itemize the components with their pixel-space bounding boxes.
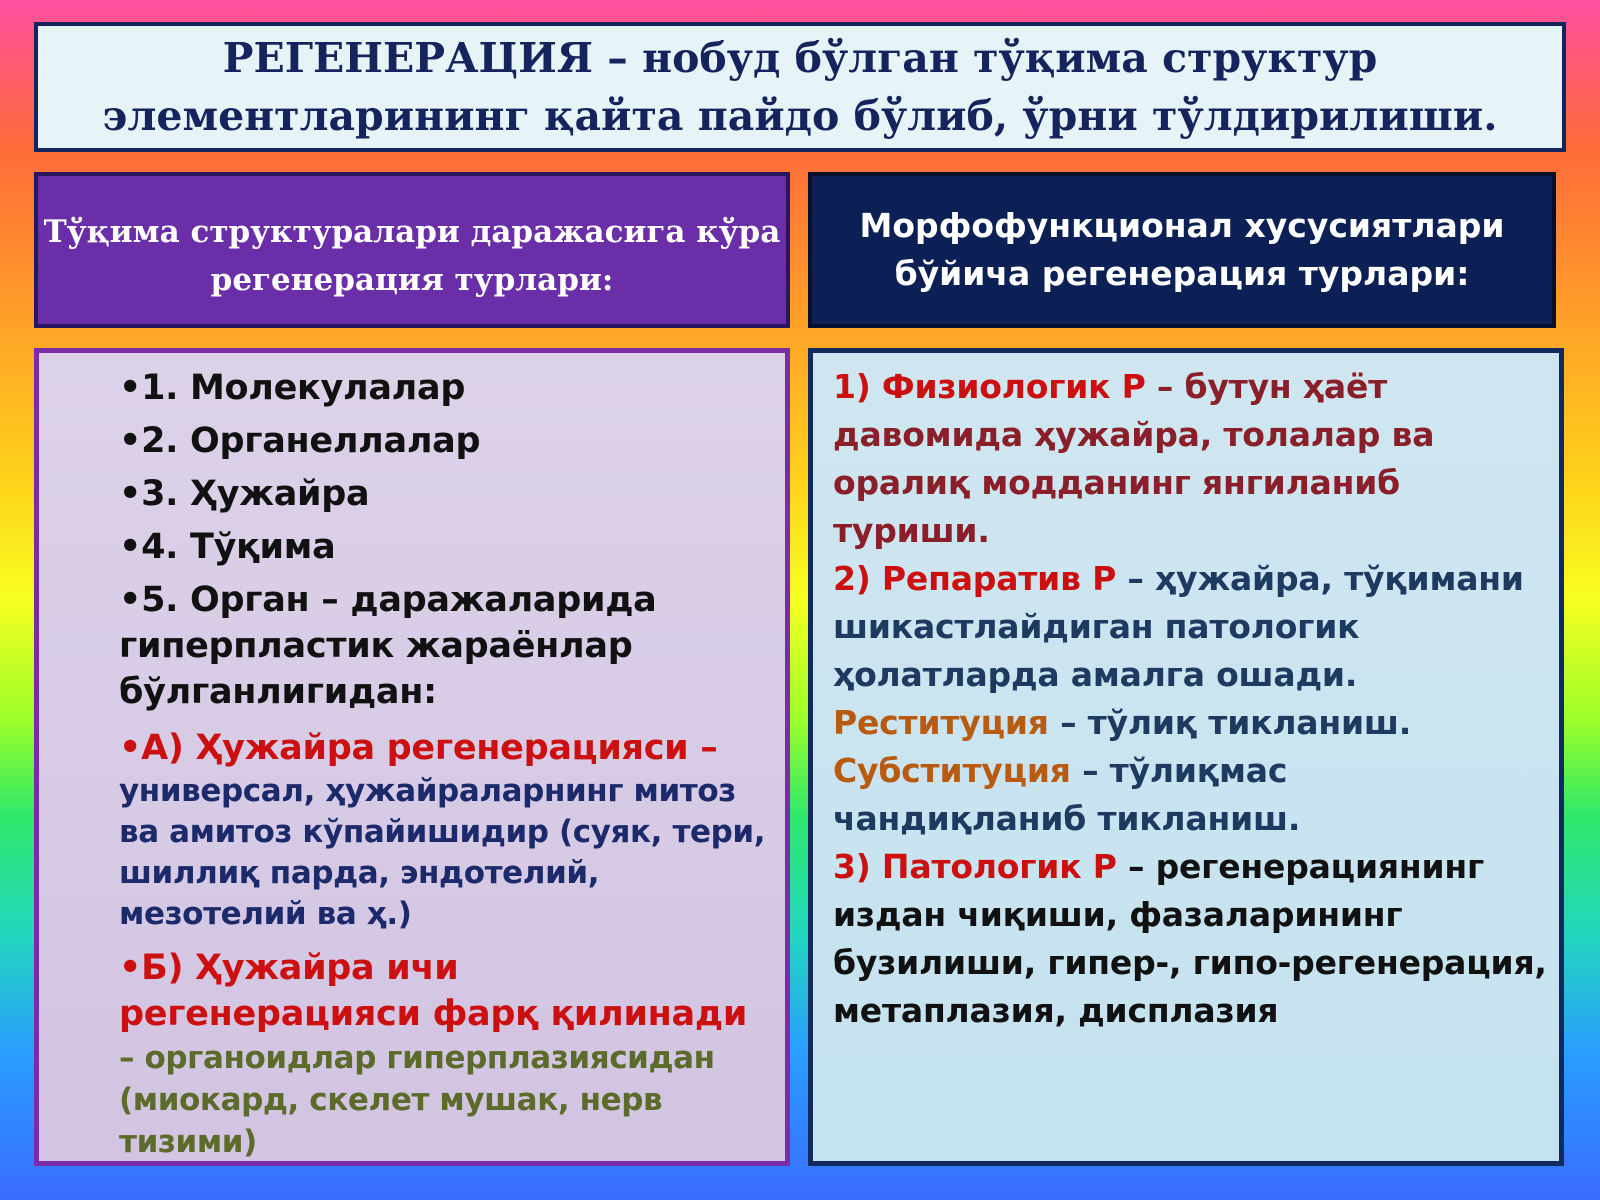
intracellular-regeneration-text: – органоидлар гиперплазиясидан (миокард, скелет мушак, нерв тизими)	[119, 1040, 715, 1160]
physiological-item	[833, 363, 1549, 555]
list-item: •4. Тўқима	[119, 527, 336, 567]
right-content-panel	[808, 348, 1564, 1166]
substitution-text: – тўлиқмас чандиқланиб тикланиш.	[833, 751, 1301, 838]
physiological-text: – бутун ҳаёт давомида ҳужайра, толалар ва оралиқ модданинг янгиланиб туриши.	[833, 367, 1435, 550]
left-content-panel	[34, 348, 790, 1166]
intracellular-regeneration-heading: •Б) Ҳужайра ичи регенерацияси фарқ қилинади	[119, 948, 748, 1034]
physiological-heading: 1) Физиологик Р	[833, 367, 1146, 406]
title-term: РЕГЕНЕРАЦИЯ	[222, 34, 594, 82]
substitution-heading: Субституция	[833, 751, 1071, 790]
right-column-header	[808, 172, 1556, 328]
left-header-text: Тўқима структуралари даражасига кўра регенерация турлари:	[43, 214, 781, 298]
list-item: •2. Органеллалар	[119, 421, 481, 461]
reparative-heading: 2) Репаратив Р	[833, 559, 1117, 598]
pathological-item	[833, 843, 1549, 1035]
slide-title	[34, 22, 1566, 152]
restitution-text: – тўлиқ тикланиш.	[1048, 703, 1412, 742]
list-item: •1. Молекулалар	[119, 368, 466, 408]
cell-regeneration-text: универсал, ҳужайраларнинг митоз ва амитоз кўпайишидир (суяк, тери, шиллиқ парда, эндотелий, мезотелий ва ҳ.)	[119, 773, 766, 932]
pathological-text: – регенерациянинг издан чиқиши, фазаларининг бузилиши, гипер-, гипо-регенерация, метаплазия, дисплазия	[833, 847, 1547, 1030]
title-definition: – нобуд бўлган тўқима структур элементларининг қайта пайдо бўлиб, ўрни тўлдирилиши.	[102, 34, 1498, 140]
restitution-heading: Реституция	[833, 703, 1049, 742]
right-header-text: Морфофункционал хусусиятлари бўйича регенерация турлари:	[859, 206, 1505, 293]
title-text	[58, 29, 1542, 145]
reparative-item	[833, 555, 1549, 699]
substitution-item	[833, 747, 1549, 843]
restitution-item	[833, 699, 1549, 747]
reparative-text: – ҳужайра, тўқимани шикастлайдиган патологик ҳолатларда амалга ошади.	[833, 559, 1524, 694]
left-column-header	[34, 172, 790, 328]
pathological-heading: 3) Патологик Р	[833, 847, 1117, 886]
list-item: •3. Ҳужайра	[119, 474, 370, 514]
list-item-organ: •5. Орган – даражаларида гиперпластик жараёнлар бўлганлигидан:	[119, 580, 657, 712]
cell-regeneration-heading: •А) Ҳужайра регенерацияси –	[119, 728, 718, 768]
